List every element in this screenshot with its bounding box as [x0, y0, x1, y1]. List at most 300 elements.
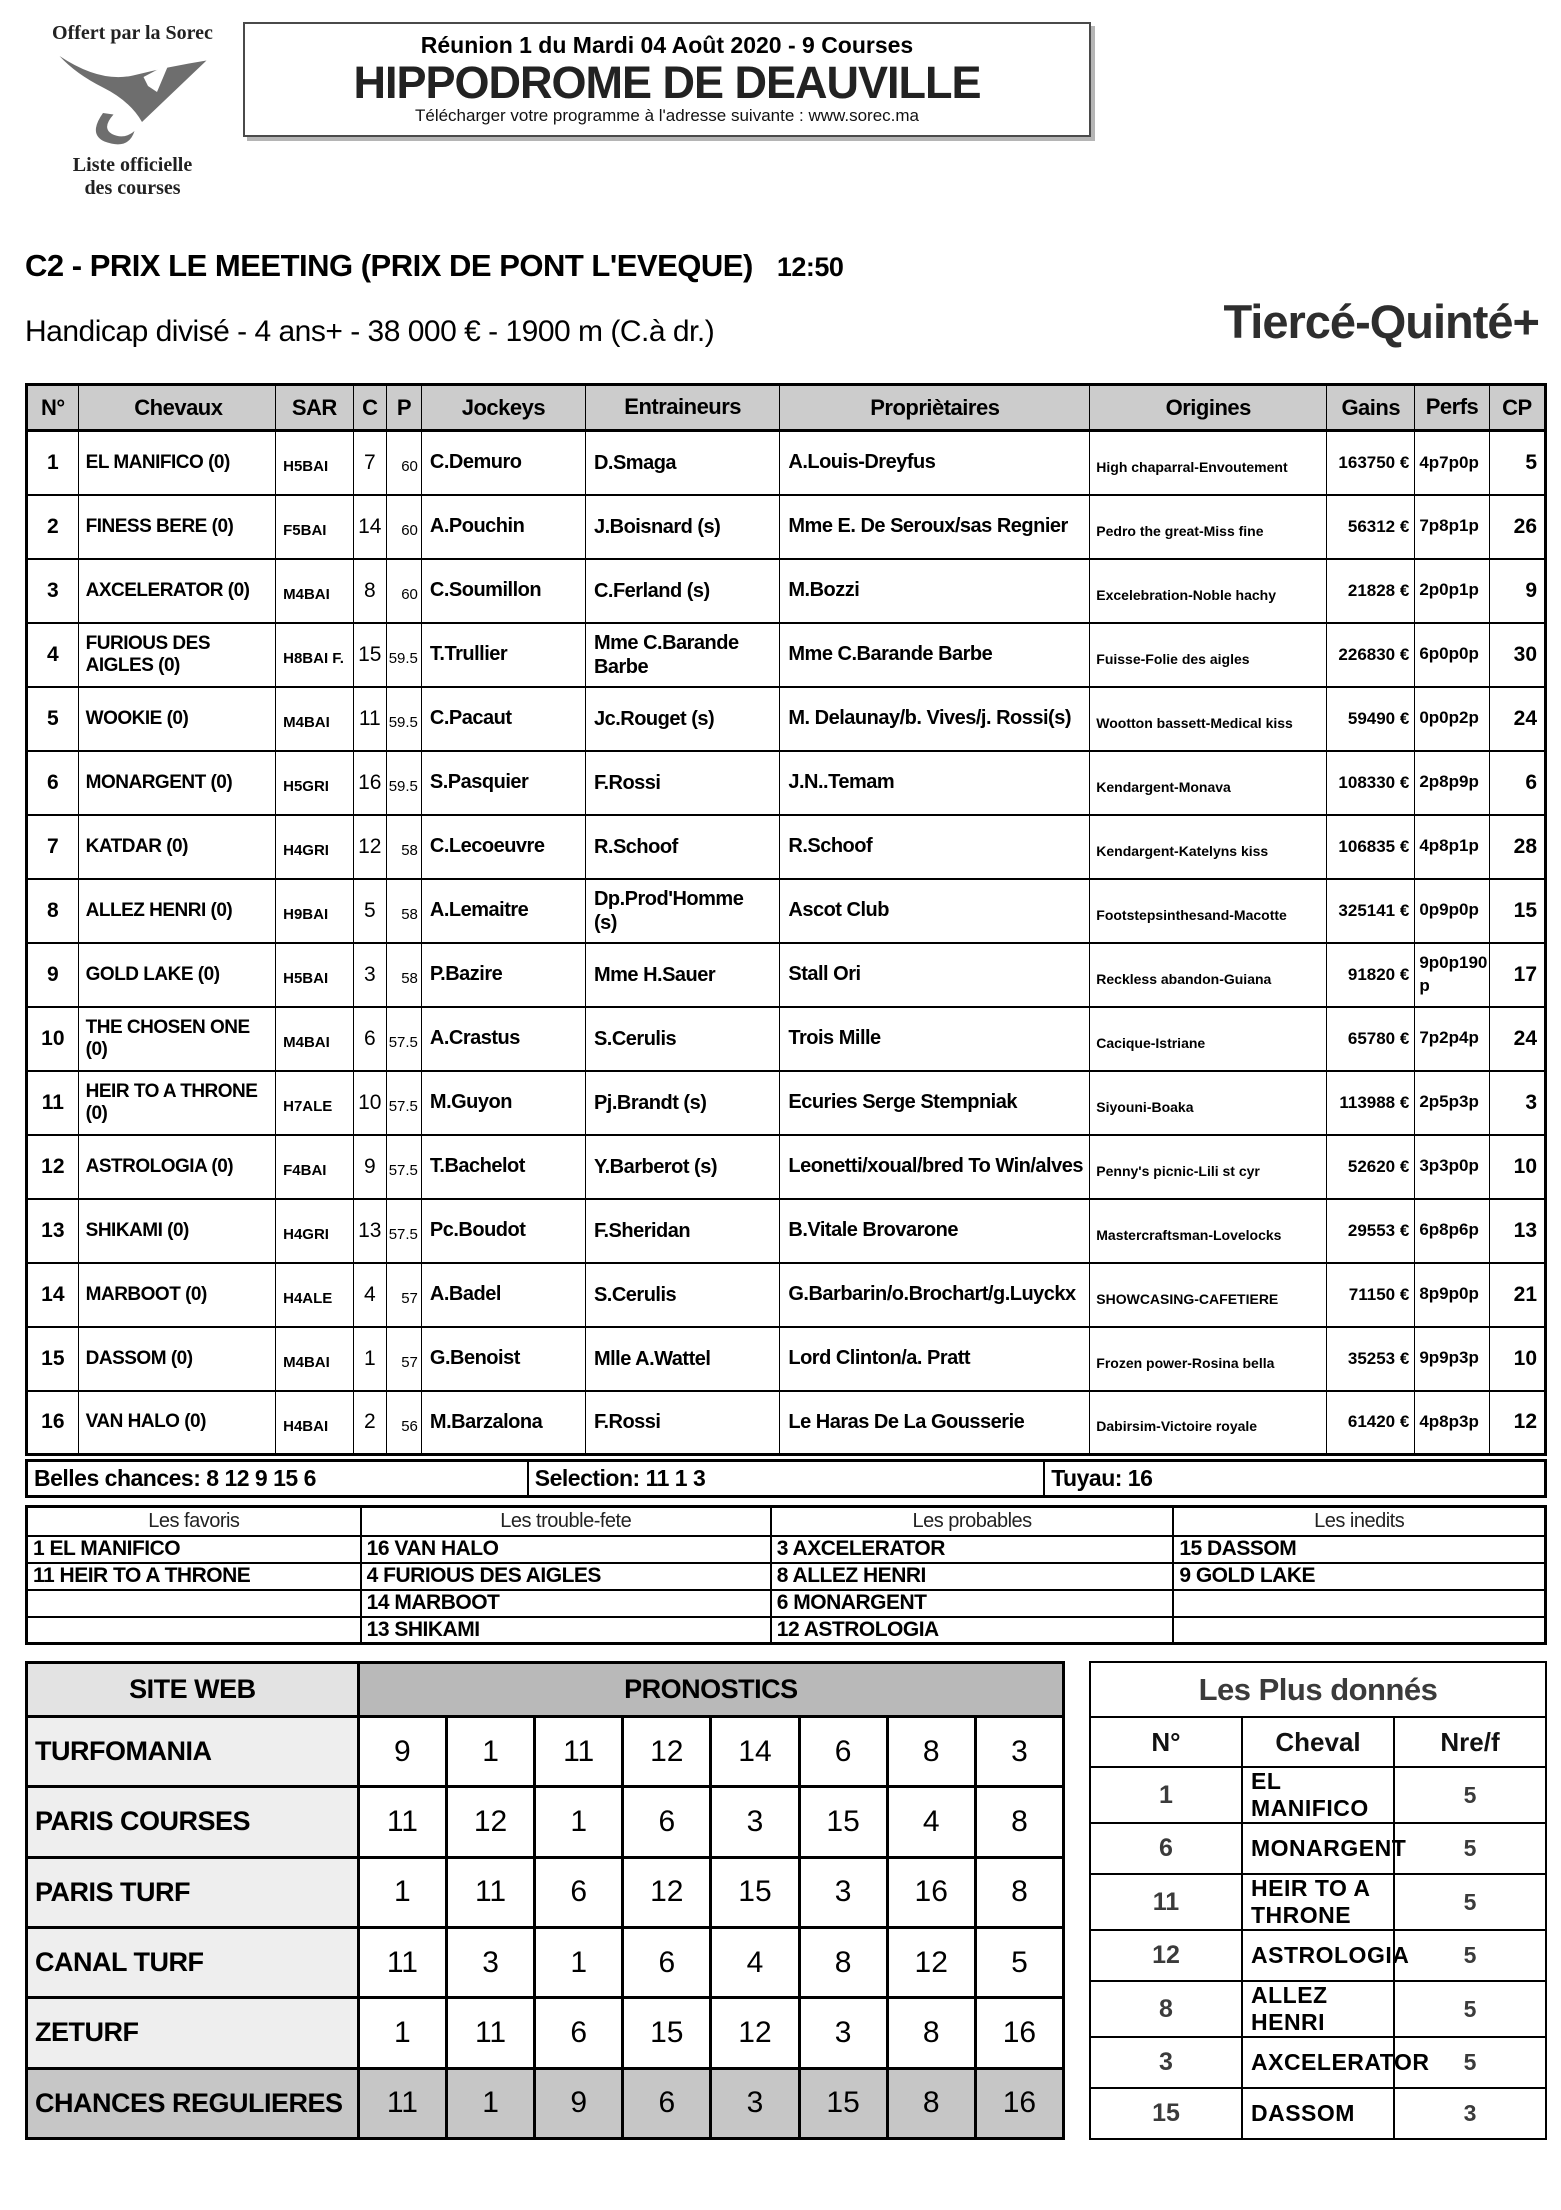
cat-cell-favoris [27, 1590, 361, 1617]
horse-perfs: 4p8p1p [1415, 815, 1489, 879]
pronostic-pick-1: 1 [358, 1998, 446, 2068]
plus-header-nref: Nre/f [1394, 1717, 1546, 1767]
horse-owner: Le Haras De La Gousserie [780, 1391, 1090, 1455]
cat-header-inedits: Les inedits [1173, 1507, 1545, 1536]
plus-donnes-row [1090, 1767, 1546, 1823]
horse-name: MONARGENT (0) [78, 751, 275, 815]
race-time: 12:50 [776, 252, 844, 282]
horse-poids: 59.5 [386, 623, 421, 687]
horse-name: AXCELERATOR (0) [78, 559, 275, 623]
horse-cp: 10 [1489, 1327, 1545, 1391]
pronostic-pick-7: 8 [887, 1998, 975, 2068]
horse-gains: 35253 € [1327, 1327, 1415, 1391]
pronostic-pick-2: 3 [446, 1927, 534, 1997]
pronostic-pick-4: 12 [623, 1717, 711, 1787]
col-header-jockeys: Jockeys [421, 385, 585, 431]
horse-gains: 226830 € [1327, 623, 1415, 687]
horse-origins: SHOWCASING-CAFETIERE [1090, 1263, 1327, 1327]
horse-corde: 4 [353, 1263, 386, 1327]
col-header-sar: SAR [276, 385, 353, 431]
horse-sar: M4BAI [276, 687, 353, 751]
horse-number: 1 [27, 431, 79, 495]
horse-name: GOLD LAKE (0) [78, 943, 275, 1007]
hippodrome-title: HIPPODROME DE DEAUVILLE [353, 57, 981, 108]
horse-trainer: Jc.Rouget (s) [585, 687, 779, 751]
horse-row [27, 879, 1546, 943]
pronostic-pick-2: 12 [446, 1787, 534, 1857]
horse-gains: 91820 € [1327, 943, 1415, 1007]
plus-horse-number: 1 [1090, 1767, 1242, 1823]
pronostic-pick-6: 8 [799, 1927, 887, 1997]
pronostic-pick-5: 14 [711, 1717, 799, 1787]
horse-poids: 60 [386, 431, 421, 495]
cat-header-trouble-fete: Les trouble-fete [361, 1507, 771, 1536]
plus-donnes-title: Les Plus donnés [1090, 1662, 1546, 1717]
selection: Selection: 11 1 3 [528, 1461, 1044, 1497]
horse-perfs: 2p5p3p [1415, 1071, 1489, 1135]
horse-jockey: C.Soumillon [421, 559, 585, 623]
pronostics-row [27, 1787, 1064, 1857]
plus-horse-nref: 5 [1394, 1981, 1546, 2037]
horse-owner: R.Schoof [780, 815, 1090, 879]
horse-number: 16 [27, 1391, 79, 1455]
horse-sar: H4BAI [276, 1391, 353, 1455]
horse-sar: F5BAI [276, 495, 353, 559]
horse-poids: 57 [386, 1327, 421, 1391]
horse-cp: 24 [1489, 687, 1545, 751]
horse-sar: F4BAI [276, 1135, 353, 1199]
pronostics-row [27, 1927, 1064, 1997]
horse-number: 13 [27, 1199, 79, 1263]
plus-donnes-table [1089, 1661, 1547, 2140]
horse-name: WOOKIE (0) [78, 687, 275, 751]
horse-corde: 8 [353, 559, 386, 623]
pronostics-body [27, 1717, 1064, 2139]
plus-donnes-row [1090, 1823, 1546, 1874]
horse-row [27, 1135, 1546, 1199]
horse-origins: Excelebration-Noble hachy [1090, 559, 1327, 623]
horse-trainer: R.Schoof [585, 815, 779, 879]
horse-perfs: 7p8p1p [1415, 495, 1489, 559]
horse-sar: H5BAI [276, 431, 353, 495]
horse-row [27, 751, 1546, 815]
horse-number: 12 [27, 1135, 79, 1199]
pronostics-site-name: ZETURF [27, 1998, 359, 2068]
plus-horse-name: HEIR TO A THRONE [1242, 1874, 1394, 1930]
cat-cell-favoris: 1 EL MANIFICO [27, 1536, 361, 1563]
pronostic-pick-4: 6 [623, 1787, 711, 1857]
horse-sar: H4ALE [276, 1263, 353, 1327]
horse-number: 5 [27, 687, 79, 751]
pronostic-pick-3: 6 [535, 1998, 623, 2068]
cat-cell-favoris [27, 1617, 361, 1644]
pronostic-pick-5: 3 [711, 2068, 799, 2138]
horse-poids: 60 [386, 495, 421, 559]
horse-cp: 13 [1489, 1199, 1545, 1263]
horse-corde: 7 [353, 431, 386, 495]
horse-row [27, 559, 1546, 623]
horse-row [27, 1071, 1546, 1135]
horse-trainer: D.Smaga [585, 431, 779, 495]
horse-perfs: 9p0p190p [1415, 943, 1489, 1007]
horse-row [27, 1007, 1546, 1071]
horse-poids: 57.5 [386, 1071, 421, 1135]
horse-gains: 325141 € [1327, 879, 1415, 943]
horse-owner: Mme E. De Seroux/sas Regnier [780, 495, 1090, 559]
horse-trainer: S.Cerulis [585, 1007, 779, 1071]
plus-horse-nref: 3 [1394, 2088, 1546, 2139]
pronostic-pick-3: 11 [535, 1717, 623, 1787]
horse-corde: 3 [353, 943, 386, 1007]
plus-donnes-row [1090, 1981, 1546, 2037]
horse-row [27, 431, 1546, 495]
horse-corde: 14 [353, 495, 386, 559]
page-header [25, 22, 1547, 200]
plus-donnes-row [1090, 1874, 1546, 1930]
pronostic-pick-4: 6 [623, 2068, 711, 2138]
pronostic-pick-6: 15 [799, 1787, 887, 1857]
plus-horse-name: ASTROLOGIA [1242, 1930, 1394, 1981]
plus-donnes-row [1090, 2037, 1546, 2088]
pronostic-pick-5: 4 [711, 1927, 799, 1997]
sorec-logo-block [25, 22, 240, 200]
col-header-proprietaires: Propriètaires [780, 385, 1090, 431]
pronostic-pick-6: 6 [799, 1717, 887, 1787]
horse-sar: M4BAI [276, 559, 353, 623]
pronostic-pick-6: 3 [799, 1857, 887, 1927]
horse-owner: Mme C.Barande Barbe [780, 623, 1090, 687]
cat-cell-inedits [1173, 1617, 1545, 1644]
horse-jockey: S.Pasquier [421, 751, 585, 815]
horse-name: MARBOOT (0) [78, 1263, 275, 1327]
horse-sar: H4GRI [276, 815, 353, 879]
horse-perfs: 7p2p4p [1415, 1007, 1489, 1071]
horse-perfs: 0p9p0p [1415, 879, 1489, 943]
pronostic-pick-3: 1 [535, 1787, 623, 1857]
horse-trainer: Dp.Prod'Homme (s) [585, 879, 779, 943]
horse-cp: 5 [1489, 431, 1545, 495]
pronostic-pick-5: 12 [711, 1998, 799, 2068]
horse-cp: 28 [1489, 815, 1545, 879]
horse-row [27, 687, 1546, 751]
categories-table [25, 1505, 1547, 1645]
horse-cp: 24 [1489, 1007, 1545, 1071]
horse-perfs: 0p0p2p [1415, 687, 1489, 751]
pronostics-table [25, 1661, 1065, 2140]
pronostics-site-name: CANAL TURF [27, 1927, 359, 1997]
horse-jockey: C.Lecoeuvre [421, 815, 585, 879]
plus-horse-name: ALLEZ HENRI [1242, 1981, 1394, 2037]
horse-name: EL MANIFICO (0) [78, 431, 275, 495]
horse-gains: 106835 € [1327, 815, 1415, 879]
pronostic-pick-2: 11 [446, 1857, 534, 1927]
col-header-cheval: Chevaux [78, 385, 275, 431]
race-code: C2 - [25, 248, 82, 283]
horse-row [27, 1263, 1546, 1327]
horse-poids: 60 [386, 559, 421, 623]
horse-name: ALLEZ HENRI (0) [78, 879, 275, 943]
horse-number: 11 [27, 1071, 79, 1135]
col-header-origines: Origines [1090, 385, 1327, 431]
pronostics-row [27, 1717, 1064, 1787]
pronostic-pick-3: 6 [535, 1857, 623, 1927]
horse-trainer: Pj.Brandt (s) [585, 1071, 779, 1135]
horse-number: 14 [27, 1263, 79, 1327]
plus-horse-nref: 5 [1394, 1930, 1546, 1981]
cat-cell-probables: 3 AXCELERATOR [771, 1536, 1174, 1563]
horse-origins: Dabirsim-Victoire royale [1090, 1391, 1327, 1455]
horse-jockey: T.Trullier [421, 623, 585, 687]
horse-origins: Pedro the great-Miss fine [1090, 495, 1327, 559]
plus-donnes-body [1090, 1767, 1546, 2139]
horse-perfs: 9p9p3p [1415, 1327, 1489, 1391]
pronostics-site-name: TURFOMANIA [27, 1717, 359, 1787]
horse-owner: Ascot Club [780, 879, 1090, 943]
plus-horse-name: MONARGENT [1242, 1823, 1394, 1874]
horse-perfs: 2p0p1p [1415, 559, 1489, 623]
horse-gains: 59490 € [1327, 687, 1415, 751]
horse-trainer: F.Rossi [585, 751, 779, 815]
horses-table-head [27, 385, 1546, 431]
pronostic-pick-4: 12 [623, 1857, 711, 1927]
pronostic-pick-1: 9 [358, 1717, 446, 1787]
horse-row [27, 943, 1546, 1007]
horse-cp: 9 [1489, 559, 1545, 623]
cat-cell-favoris: 11 HEIR TO A THRONE [27, 1563, 361, 1590]
pronostic-pick-8: 8 [975, 1857, 1063, 1927]
horse-number: 6 [27, 751, 79, 815]
plus-horse-number: 8 [1090, 1981, 1242, 2037]
horse-poids: 56 [386, 1391, 421, 1455]
horse-sar: M4BAI [276, 1327, 353, 1391]
horse-jockey: G.Benoist [421, 1327, 585, 1391]
horse-corde: 12 [353, 815, 386, 879]
horse-corde: 10 [353, 1071, 386, 1135]
pronostic-pick-2: 1 [446, 2068, 534, 2138]
horse-origins: Mastercraftsman-Lovelocks [1090, 1199, 1327, 1263]
horse-name: THE CHOSEN ONE (0) [78, 1007, 275, 1071]
horse-gains: 163750 € [1327, 431, 1415, 495]
horse-jockey: A.Pouchin [421, 495, 585, 559]
horse-jockey: A.Lemaitre [421, 879, 585, 943]
horse-corde: 11 [353, 687, 386, 751]
horse-poids: 58 [386, 879, 421, 943]
plus-horse-number: 15 [1090, 2088, 1242, 2139]
horse-jockey: M.Barzalona [421, 1391, 585, 1455]
horse-owner: Stall Ori [780, 943, 1090, 1007]
download-note: Télécharger votre programme à l'adresse suivante : www.sorec.ma [414, 106, 919, 126]
horse-name: ASTROLOGIA (0) [78, 1135, 275, 1199]
col-header-c: C [353, 385, 386, 431]
pronostic-pick-2: 1 [446, 1717, 534, 1787]
horse-row [27, 495, 1546, 559]
race-conditions-line [25, 294, 1547, 349]
pronostic-pick-2: 11 [446, 1998, 534, 2068]
horse-cp: 17 [1489, 943, 1545, 1007]
horse-corde: 16 [353, 751, 386, 815]
sorec-horse-logo-icon [58, 47, 208, 152]
plus-horse-nref: 5 [1394, 2037, 1546, 2088]
horse-poids: 58 [386, 943, 421, 1007]
horse-cp: 3 [1489, 1071, 1545, 1135]
horse-row [27, 1327, 1546, 1391]
col-header-entraineurs: Entraineurs [585, 385, 779, 431]
horse-corde: 2 [353, 1391, 386, 1455]
race-name: PRIX LE MEETING (PRIX DE PONT L'EVEQUE) [89, 248, 753, 283]
horse-cp: 10 [1489, 1135, 1545, 1199]
horse-number: 9 [27, 943, 79, 1007]
horse-trainer: Mme H.Sauer [585, 943, 779, 1007]
pronostic-pick-3: 9 [535, 2068, 623, 2138]
horse-corde: 9 [353, 1135, 386, 1199]
horse-jockey: C.Pacaut [421, 687, 585, 751]
pronostic-pick-7: 8 [887, 2068, 975, 2138]
horse-jockey: Pc.Boudot [421, 1199, 585, 1263]
pronostics-site-name: CHANCES REGULIERES [27, 2068, 359, 2138]
cat-cell-probables: 12 ASTROLOGIA [771, 1617, 1174, 1644]
horse-gains: 71150 € [1327, 1263, 1415, 1327]
horse-trainer: Mlle A.Wattel [585, 1327, 779, 1391]
pronostics-title: PRONOSTICS [358, 1663, 1063, 1717]
horse-owner: A.Louis-Dreyfus [780, 431, 1090, 495]
horse-name: FURIOUS DES AIGLES (0) [78, 623, 275, 687]
horse-perfs: 8p9p0p [1415, 1263, 1489, 1327]
pronostic-pick-1: 11 [358, 1787, 446, 1857]
horse-origins: Kendargent-Katelyns kiss [1090, 815, 1327, 879]
horse-jockey: A.Crastus [421, 1007, 585, 1071]
categories-body [27, 1536, 1546, 1644]
horse-row [27, 623, 1546, 687]
horse-cp: 26 [1489, 495, 1545, 559]
pronostic-pick-7: 16 [887, 1857, 975, 1927]
plus-horse-number: 11 [1090, 1874, 1242, 1930]
horse-origins: Penny's picnic-Lili st cyr [1090, 1135, 1327, 1199]
horse-gains: 61420 € [1327, 1391, 1415, 1455]
cat-cell-inedits: 15 DASSOM [1173, 1536, 1545, 1563]
horse-origins: Siyouni-Boaka [1090, 1071, 1327, 1135]
horse-origins: Frozen power-Rosina bella [1090, 1327, 1327, 1391]
meeting-header-box [243, 22, 1091, 137]
horse-poids: 58 [386, 815, 421, 879]
horse-cp: 12 [1489, 1391, 1545, 1455]
horse-owner: Trois Mille [780, 1007, 1090, 1071]
horse-trainer: F.Sheridan [585, 1199, 779, 1263]
race-title-line [25, 248, 1547, 284]
horse-origins: Reckless abandon-Guiana [1090, 943, 1327, 1007]
pronostic-pick-4: 15 [623, 1998, 711, 2068]
horse-jockey: T.Bachelot [421, 1135, 585, 1199]
logo-caption-line1: Liste officielle [72, 154, 193, 176]
horse-corde: 1 [353, 1327, 386, 1391]
plus-donnes-row [1090, 1930, 1546, 1981]
horse-trainer: C.Ferland (s) [585, 559, 779, 623]
horse-poids: 59.5 [386, 687, 421, 751]
horse-number: 8 [27, 879, 79, 943]
horse-poids: 57.5 [386, 1199, 421, 1263]
pronostics-site-name: PARIS COURSES [27, 1787, 359, 1857]
pronostics-row [27, 2068, 1064, 2138]
logo-caption-top: Offert par la Sorec [52, 22, 213, 44]
horse-jockey: P.Bazire [421, 943, 585, 1007]
horse-trainer: S.Cerulis [585, 1263, 779, 1327]
horse-corde: 5 [353, 879, 386, 943]
horse-perfs: 3p3p0p [1415, 1135, 1489, 1199]
horse-poids: 57.5 [386, 1135, 421, 1199]
pronostic-pick-4: 6 [623, 1927, 711, 1997]
horse-name: SHIKAMI (0) [78, 1199, 275, 1263]
horse-origins: Footstepsinthesand-Macotte [1090, 879, 1327, 943]
bottom-section [25, 1661, 1547, 2140]
horse-row [27, 1199, 1546, 1263]
cat-cell-inedits: 9 GOLD LAKE [1173, 1563, 1545, 1590]
horse-corde: 13 [353, 1199, 386, 1263]
plus-horse-number: 6 [1090, 1823, 1242, 1874]
horse-jockey: M.Guyon [421, 1071, 585, 1135]
meeting-info: Réunion 1 du Mardi 04 Août 2020 - 9 Courses [420, 32, 914, 58]
plus-horse-nref: 5 [1394, 1823, 1546, 1874]
pronostic-pick-1: 1 [358, 1857, 446, 1927]
plus-horse-name: EL MANIFICO [1242, 1767, 1394, 1823]
categories-row [27, 1617, 1546, 1644]
horse-poids: 57.5 [386, 1007, 421, 1071]
plus-horse-number: 12 [1090, 1930, 1242, 1981]
horse-cp: 15 [1489, 879, 1545, 943]
horse-owner: Lord Clinton/a. Pratt [780, 1327, 1090, 1391]
cat-cell-trouble-fete: 14 MARBOOT [361, 1590, 771, 1617]
horse-sar: H7ALE [276, 1071, 353, 1135]
pronostic-pick-3: 1 [535, 1927, 623, 1997]
horse-number: 4 [27, 623, 79, 687]
plus-header-num: N° [1090, 1717, 1242, 1767]
horse-sar: M4BAI [276, 1007, 353, 1071]
tuyau: Tuyau: 16 [1044, 1461, 1545, 1497]
horse-gains: 21828 € [1327, 559, 1415, 623]
cat-header-probables: Les probables [771, 1507, 1174, 1536]
cat-cell-inedits [1173, 1590, 1545, 1617]
horse-gains: 29553 € [1327, 1199, 1415, 1263]
horse-origins: Kendargent-Monava [1090, 751, 1327, 815]
pronostic-pick-5: 3 [711, 1787, 799, 1857]
horse-owner: M. Delaunay/b. Vives/j. Rossi(s) [780, 687, 1090, 751]
cat-cell-trouble-fete: 4 FURIOUS DES AIGLES [361, 1563, 771, 1590]
horse-corde: 6 [353, 1007, 386, 1071]
horse-gains: 113988 € [1327, 1071, 1415, 1135]
belles-chances: Belles chances: 8 12 9 15 6 [27, 1461, 528, 1497]
pronostics-site-header: SITE WEB [27, 1663, 359, 1717]
horse-name: DASSOM (0) [78, 1327, 275, 1391]
pronostic-pick-7: 4 [887, 1787, 975, 1857]
cat-cell-probables: 6 MONARGENT [771, 1590, 1174, 1617]
bet-type-label: Tiercé-Quinté+ [1223, 295, 1539, 348]
horse-cp: 6 [1489, 751, 1545, 815]
horse-trainer: F.Rossi [585, 1391, 779, 1455]
plus-horse-nref: 5 [1394, 1874, 1546, 1930]
horse-row [27, 1391, 1546, 1455]
horse-cp: 21 [1489, 1263, 1545, 1327]
plus-horse-nref: 5 [1394, 1767, 1546, 1823]
plus-horse-name: DASSOM [1242, 2088, 1394, 2139]
horse-jockey: C.Demuro [421, 431, 585, 495]
plus-header-cheval: Cheval [1242, 1717, 1394, 1767]
horse-owner: Leonetti/xoual/bred To Win/alves [780, 1135, 1090, 1199]
col-header-gains: Gains [1327, 385, 1415, 431]
horse-gains: 56312 € [1327, 495, 1415, 559]
pronostic-pick-1: 11 [358, 1927, 446, 1997]
horse-name: HEIR TO A THRONE (0) [78, 1071, 275, 1135]
pronostic-pick-6: 3 [799, 1998, 887, 2068]
horse-corde: 15 [353, 623, 386, 687]
horse-sar: H5GRI [276, 751, 353, 815]
